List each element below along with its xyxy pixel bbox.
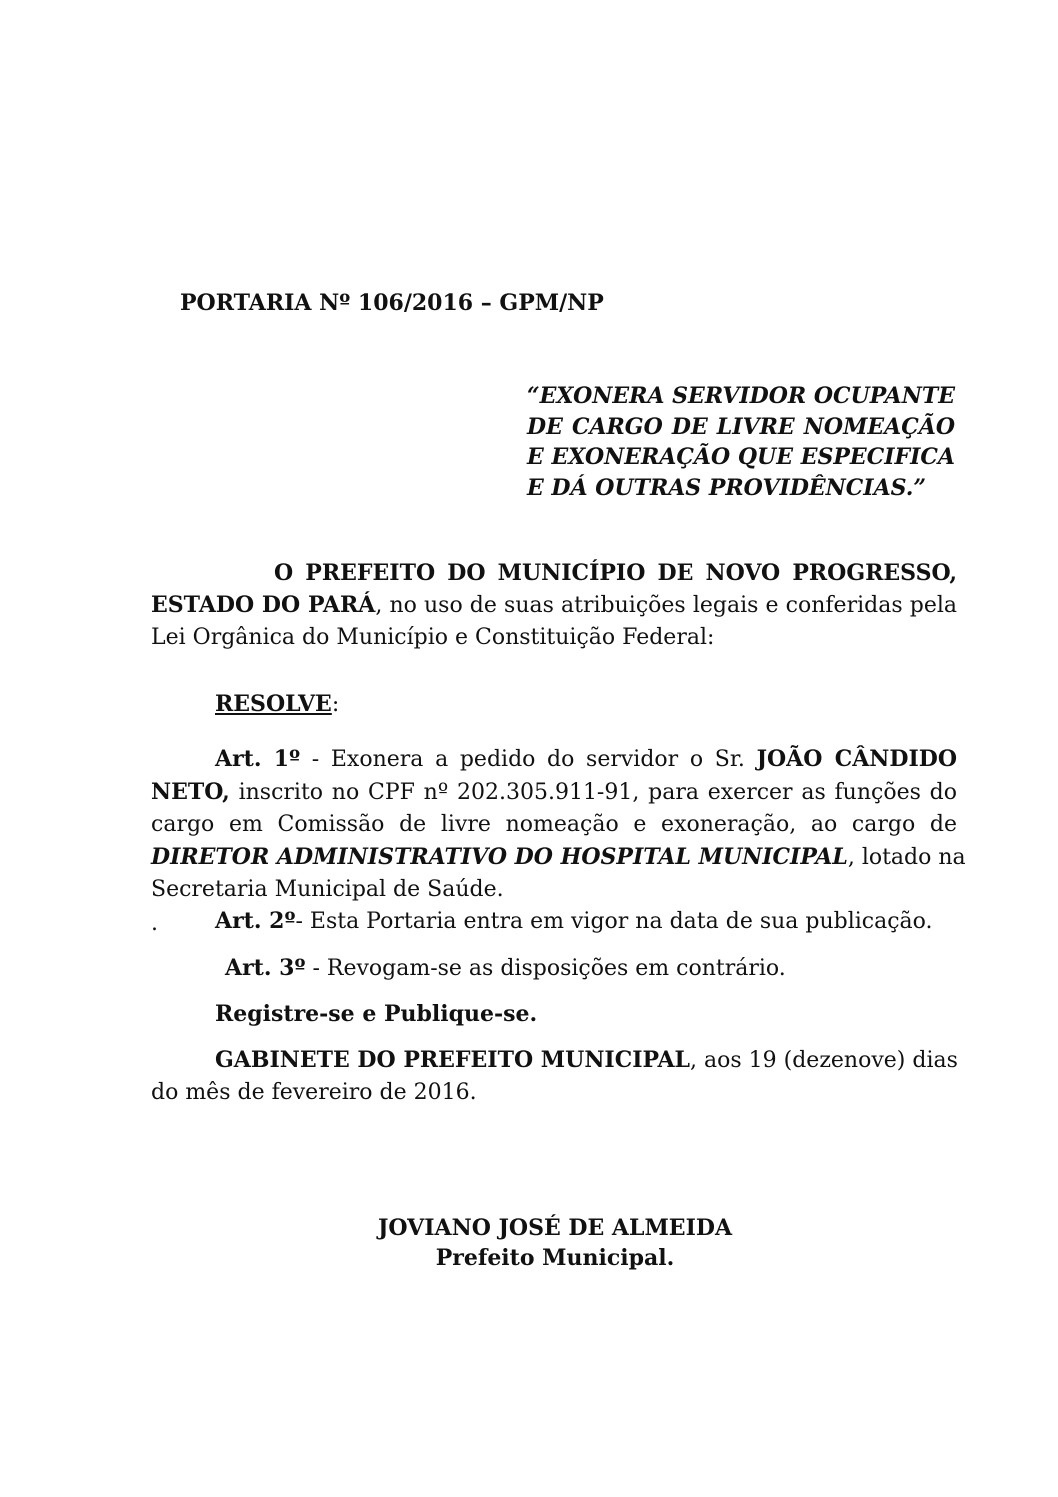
art1-text-4: , lotado na — [847, 845, 966, 870]
gabinete-line-2: do mês de fevereiro de 2016. — [151, 1080, 477, 1105]
gabinete-text-1: , aos 19 (dezenove) dias — [690, 1048, 958, 1073]
ementa — [527, 381, 955, 503]
art3-label: Art. 3º — [225, 955, 306, 981]
art1-text-1: - Exonera a pedido do servidor o Sr. — [300, 747, 757, 772]
registre-publique: Registre-se e Publique-se. — [215, 1001, 538, 1027]
art2-text: - Esta Portaria entra em vigor na data de sua publicação. — [295, 909, 933, 934]
ementa-line-4: E DÁ OUTRAS PROVIDÊNCIAS.” — [527, 474, 927, 501]
art1-line-5: Secretaria Municipal de Saúde. — [151, 877, 504, 902]
resolve-label: RESOLVE — [215, 691, 332, 717]
estado-label: ESTADO DO PARÁ — [151, 592, 376, 618]
preamble — [151, 557, 957, 654]
ementa-line-2: DE CARGO DE LIVRE NOMEAÇÃO — [527, 413, 955, 440]
art2-label: Art. 2º — [215, 908, 296, 934]
preamble-line-1: O PREFEITO DO MUNICÍPIO DE NOVO PROGRESSO, — [274, 560, 957, 586]
article-1 — [151, 743, 966, 906]
art1-line-1 — [151, 743, 957, 776]
gabinete-label: GABINETE DO PREFEITO MUNICIPAL — [215, 1047, 691, 1073]
resolve-paragraph — [151, 688, 957, 721]
art2-dot: . — [151, 911, 158, 936]
ementa-line-1: “EXONERA SERVIDOR OCUPANTE — [527, 383, 955, 409]
signatory-role: Prefeito Municipal. — [435, 1245, 675, 1271]
art1-label: Art. 1º — [215, 746, 301, 772]
art1-text-2: inscrito no CPF nº 202.305.911-91, para exercer as funções do — [229, 780, 957, 805]
preamble-line-2 — [151, 589, 957, 622]
art3-text: - Revogam-se as disposições em contrário. — [305, 956, 786, 981]
preamble-line-2-text: , no uso de suas atribuições legais e conferidas pela — [375, 593, 957, 618]
art1-name-part-1: JOÃO CÂNDIDO — [756, 746, 958, 772]
article-3 — [225, 952, 786, 985]
gabinete-paragraph — [151, 1044, 957, 1109]
resolve-suffix: : — [331, 692, 340, 717]
article-2 — [215, 905, 933, 938]
signatory-name: JOVIANO JOSÉ DE ALMEIDA — [377, 1215, 733, 1241]
signature-block — [355, 1213, 755, 1273]
resolve-line — [151, 688, 957, 721]
document-title: PORTARIA Nº 106/2016 – GPM/NP — [180, 290, 604, 316]
art1-line-3: cargo em Comissão de livre nomeação e exoneração, ao cargo de — [151, 812, 957, 837]
gabinete-line-1 — [151, 1044, 957, 1077]
art1-line-4 — [151, 841, 966, 874]
art1-cargo: DIRETOR ADMINISTRATIVO DO HOSPITAL MUNICIPAL — [151, 844, 848, 870]
art1-name-part-2: NETO, — [151, 779, 230, 805]
preamble-line-3: Lei Orgânica do Município e Constituição Federal: — [151, 625, 715, 650]
ementa-line-3: E EXONERAÇÃO QUE ESPECIFICA — [527, 444, 955, 470]
art1-line-2 — [151, 776, 957, 809]
